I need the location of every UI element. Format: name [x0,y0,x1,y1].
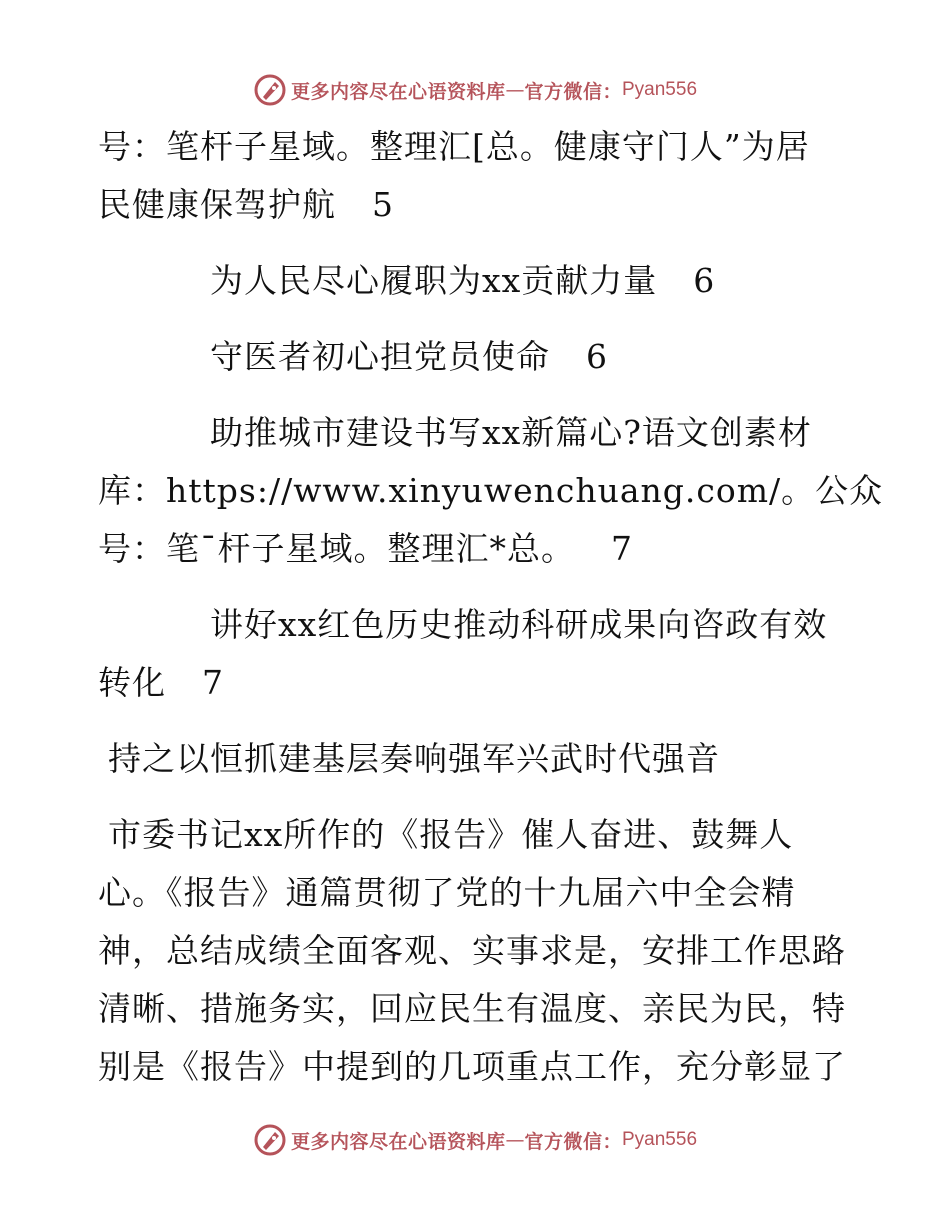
banner-wechat-id: Pyan556 [622,1129,698,1150]
paragraph-line: 市委书记xx所作的《报告》催人奋进、鼓舞人 [108,815,794,854]
body-paragraph [98,806,858,1096]
document-body [98,118,884,1096]
toc-entry [98,596,858,712]
toc-entry [98,118,858,234]
banner-wechat-id: Pyan556 [622,79,698,100]
toc-page-number: 6 [586,337,608,376]
paragraph-line: 心。《报告》通篇贯彻了党的十九届六中全会精 [98,873,796,912]
toc-line [98,654,858,712]
toc-line: 助推城市建设书写xx新篇心?语文创素材 [210,413,812,452]
banner-text: 更多内容尽在心语资料库 [290,1130,506,1153]
paragraph-line: 清晰、措施务实，回应民生有温度、亲民为民，特 [98,989,846,1028]
toc-line: 库：https://www.xinyuwenchuang.com/。公众 [98,471,884,510]
toc-page-number: 7 [202,663,224,702]
toc-line-text: 转化 [98,663,166,702]
toc-entry [98,252,858,310]
banner-separator: — [505,1129,525,1151]
toc-line-text: 号：笔¯杆子星域。整理汇*总。 [98,529,575,568]
toc-page-number: 7 [611,529,633,568]
pen-nib-logo-icon [253,1123,287,1157]
toc-line [98,176,858,234]
footer-banner [0,1120,950,1160]
toc-page-number: 6 [693,261,716,300]
toc-line [98,520,858,578]
toc-page-number: 5 [372,185,394,224]
toc-line [98,328,858,386]
banner-wechat-label: 官方微信： [524,80,622,103]
toc-entry [98,404,884,578]
toc-line-text: 为人民尽心履职为xx贡献力量 [210,261,658,300]
paragraph-line: 别是《报告》中提到的几项重点工作，充分彰显了 [98,1047,846,1086]
banner-text: 更多内容尽在心语资料库 [290,80,506,103]
header-banner [0,70,950,110]
toc-line-text: 民健康保驾护航 [98,185,336,224]
pen-nib-logo-icon [253,73,287,107]
paragraph-line: 神，总结成绩全面客观、实事求是，安排工作思路 [98,931,846,970]
toc-entry [98,328,858,386]
banner-separator: — [505,79,525,101]
toc-line: 号：笔杆子星域。整理汇[总。健康守门人”为居 [98,127,810,166]
banner-wechat-label: 官方微信： [524,1130,622,1153]
toc-line: 讲好xx红色历史推动科研成果向咨政有效 [210,605,828,644]
toc-line-text: 守医者初心担党员使命 [210,337,550,376]
toc-line [98,252,858,310]
section-title: 持之以恒抓建基层奏响强军兴武时代强音 [108,739,720,778]
